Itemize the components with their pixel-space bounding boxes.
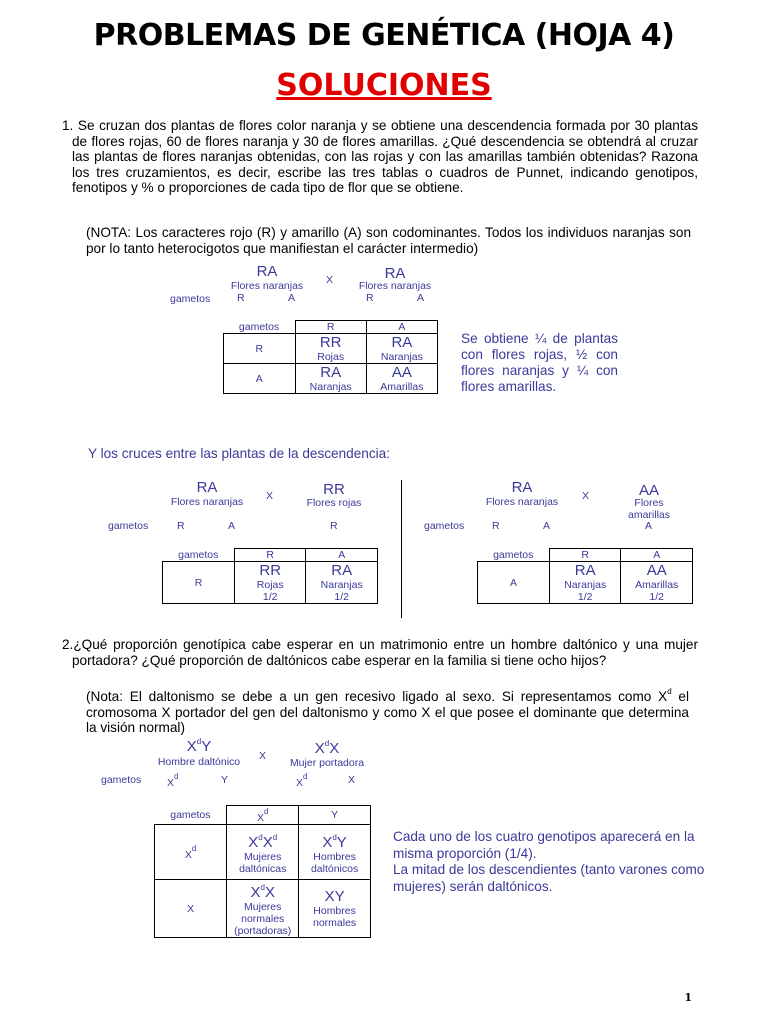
cross2-parent2-genotype: RR [323,481,345,498]
punnett-header-gametes: gametos [224,321,296,334]
cell-genotype: $X^dX$ [250,883,275,901]
punnett-cell [306,562,378,604]
cross3-parent1-phenotype: Flores naranjas [485,496,559,508]
punnett-row-gamete-x: X [155,880,227,938]
cross3-p1-gamete: A [543,520,551,532]
note-part-b: el cromosoma X portador del gen del daltonismo y como X el que posee el dominante que determina la visión normal) [86,689,689,736]
question-2-text: 2.¿Qué proporción genotípica cabe esperar en un matrimonio entre un hombre daltónico y una mujer portadora? ¿Qué proporción de daltónicos cabe esperar en la familia si tiene ocho hijos? [62,637,698,668]
cross2-punnett-table [162,548,378,604]
cell-phenotype: Rojas [317,350,345,363]
cell-genotype: XY [324,887,345,905]
cross1-parent1-phenotype: Flores naranjas [230,280,304,292]
punnett-row-gamete-xd: $X^d$ [155,825,227,880]
cell-genotype: RR [319,333,342,351]
cross2-gametes-label: gametos [108,520,149,532]
q2-p2-gamete-x: X [348,774,356,786]
cell-phenotype: Rojas [256,578,284,591]
cross1-parent2-phenotype: Flores naranjas [358,280,432,292]
cell-phenotype: Amarillas [380,380,424,393]
q2-parent2-phenotype: Mujer portadora [289,757,365,769]
cell-ratio: 1/2 [334,590,349,603]
q2-parent2-genotype: $X^dX$ [314,739,340,757]
cell-genotype: RA [391,333,413,351]
cross1-p2-gamete: A [417,292,425,304]
punnett-row-gamete: R [163,562,235,604]
punnett-cell [549,562,621,604]
punnett-cell [299,825,371,880]
offspring-heading: Y los cruces entre las plantas de la descendencia: [88,446,391,461]
punnett-row-gamete: R [224,334,296,364]
punnett-header-gamete: A [621,549,693,562]
cross1-parent2-genotype: RA [384,265,406,282]
cell-genotype: RA [574,561,596,579]
cell-phenotype: Naranjas [564,578,607,591]
cross2-p1-gamete: R [177,520,185,532]
punnett-header-gamete: R [549,549,621,562]
cross3-p1-gamete: R [492,520,500,532]
cross2-p1-gamete: A [228,520,236,532]
cell-phenotype: Naranjas [320,578,363,591]
question-1-note: (NOTA: Los caracteres rojo (R) y amarillo (A) son codominantes. Todos los individuos naranjas son por lo tanto heterocigotos que manifiestan el carácter intermedio) [86,225,691,256]
cell-genotype: AA [391,363,412,381]
cross1-p1-gamete: A [288,292,296,304]
cross3-p2-gamete: A [645,520,653,532]
cell-phenotype: Hombres daltónicos [310,850,359,875]
punnett-row-gamete: A [224,364,296,394]
q2-cross-x: X [259,750,267,762]
cross3-parent1-genotype: RA [511,479,533,496]
cross1-gametes-label: gametos [170,293,211,305]
note-part-a: (Nota: El daltonismo se debe a un gen recesivo ligado al sexo. Si representamos como X [86,689,668,704]
cell-genotype: AA [646,561,667,579]
cell-ratio: 1/2 [577,590,593,603]
cross2-p2-gamete: R [330,520,338,532]
cell-phenotype: Amarillas [635,578,679,591]
punnett-cell [366,334,437,364]
cross1-result: Se obtiene ¼ de plantas con flores rojas, ½ con flores naranjas y ¼ con flores amarillas. [461,331,618,394]
cross-divider [401,480,402,618]
punnett-header-gamete: R [235,549,306,562]
q2-p1-gamete-y: Y [221,774,229,786]
cell-genotype: RA [331,561,353,579]
page-subtitle: SOLUCIONES [276,68,492,103]
q2-gametes-label: gametos [101,774,142,786]
cross1-p2-gamete: R [366,292,374,304]
punnett-cell [299,880,371,938]
cross1-x: X [326,274,334,286]
question-1-text: 1. Se cruzan dos plantas de flores color naranja y se obtiene una descendencia formada por 30 plantas de flores rojas, 60 de flores naranja y 30 de flores amarillas. ¿Qué descendencia se obtendrá al cruzar las plantas de flores naranjas obtenidas, con las rojas y con las amarillas también obtenidas? Razona los tres cruzamientos, es decir, escribe las tres tablas o cuadros de Punnet, indicando genotipos, fenotipos y % o proporciones de cada tipo de flor que se obtiene. [62,118,698,196]
cell-ratio: 1/2 [262,590,278,603]
punnett-header-gamete-y: Y [299,806,371,825]
cross2-x: X [266,490,274,502]
cross3-gametes-label: gametos [424,520,465,532]
page-number: 1 [684,991,692,1004]
punnett-cell [295,334,366,364]
cross3-parent2-genotype: AA [638,482,659,499]
punnett-header-gamete: R [295,321,366,334]
cell-phenotype: Naranjas [309,380,352,393]
cell-genotype: RR [259,561,282,579]
cross2-parent1-phenotype: Flores naranjas [170,496,244,508]
punnett-header-gametes: gametos [163,549,235,562]
note-superscript: d [667,687,672,696]
cell-genotype: RA [320,363,342,381]
q2-p1-gamete-xd: $X^d$ [167,772,179,789]
punnett-header-gametes: gametos [155,806,227,825]
punnett-cell [366,364,437,394]
q2-result: Cada uno de los cuatro genotipos aparecerá en la misma proporción (1/4). La mitad de los descendientes (tanto varones como mujeres) serán daltónicos. [393,829,705,894]
cell-ratio: 1/2 [649,590,665,603]
punnett-cell [295,364,366,394]
punnett-cell [621,562,693,604]
punnett-row-gamete: A [478,562,550,604]
cross1-parent1-genotype: RA [256,263,278,280]
question-2-note [86,684,689,736]
q2-parent1-genotype: $X^dY$ [186,737,212,755]
cell-phenotype: Mujeres normales (portadoras) [234,901,292,937]
punnett-cell [227,880,299,938]
punnett-cell [235,562,306,604]
cross3-punnett-table [477,548,693,604]
cross2-parent2-phenotype: Flores rojas [306,497,362,509]
q2-parent1-phenotype: Hombre daltónico [157,756,241,768]
punnett-header-gamete: A [306,549,378,562]
cell-phenotype: Mujeres daltónicas [239,850,287,875]
cell-phenotype: Hombres normales [312,904,357,929]
punnett-header-gamete-xd: $X^d$ [227,806,299,825]
q2-punnett-table [154,805,371,938]
punnett-cell [227,825,299,880]
cross3-parent2-phenotype: Flores amarillas [627,497,670,521]
cell-genotype: $X^dY$ [322,832,347,851]
cell-genotype: $X^dX^d$ [248,832,278,851]
q2-p2-gamete-xd: $X^d$ [296,772,308,789]
cross1-p1-gamete: R [237,292,245,304]
cross1-punnett-table [223,320,438,394]
cross2-parent1-genotype: RA [196,479,218,496]
cell-phenotype: Naranjas [380,350,423,363]
punnett-header-gametes: gametos [478,549,550,562]
punnett-header-gamete: A [366,321,437,334]
page-title: PROBLEMAS DE GENÉTICA (HOJA 4) [93,18,675,53]
cross3-x: X [582,490,590,502]
